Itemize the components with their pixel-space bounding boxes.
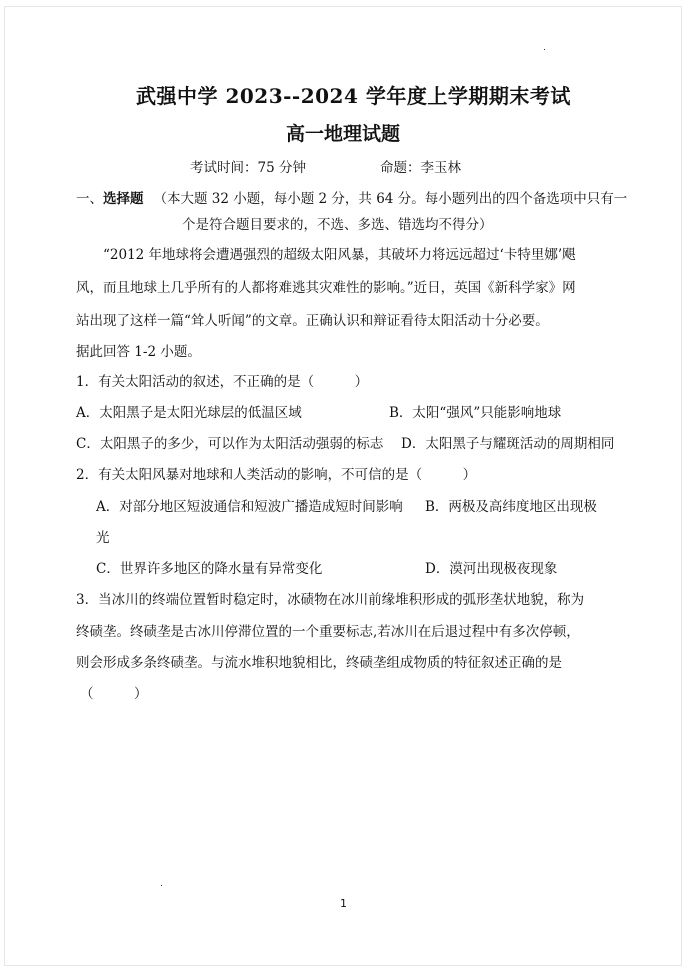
- page-number: 1: [340, 897, 347, 910]
- exam-title: 武强中学 2023--2024 学年度上学期期末考试: [136, 84, 571, 108]
- section-title: 选择题: [103, 191, 144, 207]
- question-3-answer-blank: （ ）: [80, 686, 148, 702]
- exam-subtitle: 高一地理试题: [286, 123, 401, 145]
- section-number: 一、: [76, 191, 103, 207]
- question-1-option-d: D．太阳黑子与耀斑活动的周期相同: [401, 436, 615, 452]
- passage-line: 据此回答 1-2 小题。: [76, 344, 201, 360]
- scan-speck: [544, 49, 545, 50]
- question-3-line: 3．当冰川的终端位置暂时稳定时，冰碛物在冰川前缘堆积形成的弧形垄状地貌，称为: [76, 592, 585, 608]
- exam-author: 命题：李玉林: [380, 160, 461, 176]
- question-2-option-b: B．两极及高纬度地区出现极: [425, 499, 597, 515]
- passage-line: 风，而且地球上几乎所有的人都将难逃其灾难性的影响。”近日，英国《新科学家》网: [76, 280, 576, 296]
- scan-speck: [161, 885, 162, 886]
- question-2-option-b-cont: 光: [96, 530, 110, 546]
- question-2-stem: 2．有关太阳风暴对地球和人类活动的影响，不可信的是（ ）: [76, 467, 477, 483]
- passage-line: 站出现了这样一篇“耸人听闻”的文章。正确认识和辩证看待太阳活动十分必要。: [76, 313, 549, 329]
- question-1-option-a: A．太阳黑子是太阳光球层的低温区域: [76, 405, 302, 421]
- question-1-stem: 1．有关太阳活动的叙述，不正确的是（ ）: [76, 374, 369, 390]
- question-3-line: 则会形成多条终碛垄。与流水堆积地貌相比，终碛垄组成物质的特征叙述正确的是: [76, 655, 562, 671]
- section-instruction: （本大题 32 小题，每小题 2 分，共 64 分。每小题列出的四个备选项中只有一: [153, 191, 628, 207]
- exam-time: 考试时间：75 分钟: [190, 160, 306, 176]
- section-heading: [76, 189, 627, 209]
- question-2-option-c: C．世界许多地区的降水量有异常变化: [96, 561, 323, 577]
- question-1-option-b: B．太阳“强风”只能影响地球: [389, 405, 562, 421]
- question-1-option-c: C．太阳黑子的多少，可以作为太阳活动强弱的标志: [76, 436, 384, 452]
- question-2-option-a: A．对部分地区短波通信和短波广播造成短时间影响: [96, 499, 403, 515]
- question-2-option-d: D．漠河出现极夜现象: [425, 561, 558, 577]
- passage-line: “2012 年地球将会遭遇强烈的超级太阳风暴，其破坏力将远远超过‘卡特里娜’飓: [103, 247, 576, 263]
- section-instruction-cont: 个是符合题目要求的，不选、多选、错选均不得分）: [182, 217, 493, 233]
- page-border: [4, 6, 682, 966]
- question-3-line: 终碛垄。终碛垄是古冰川停滞位置的一个重要标志,若冰川在后退过程中有多次停顿，: [76, 624, 580, 640]
